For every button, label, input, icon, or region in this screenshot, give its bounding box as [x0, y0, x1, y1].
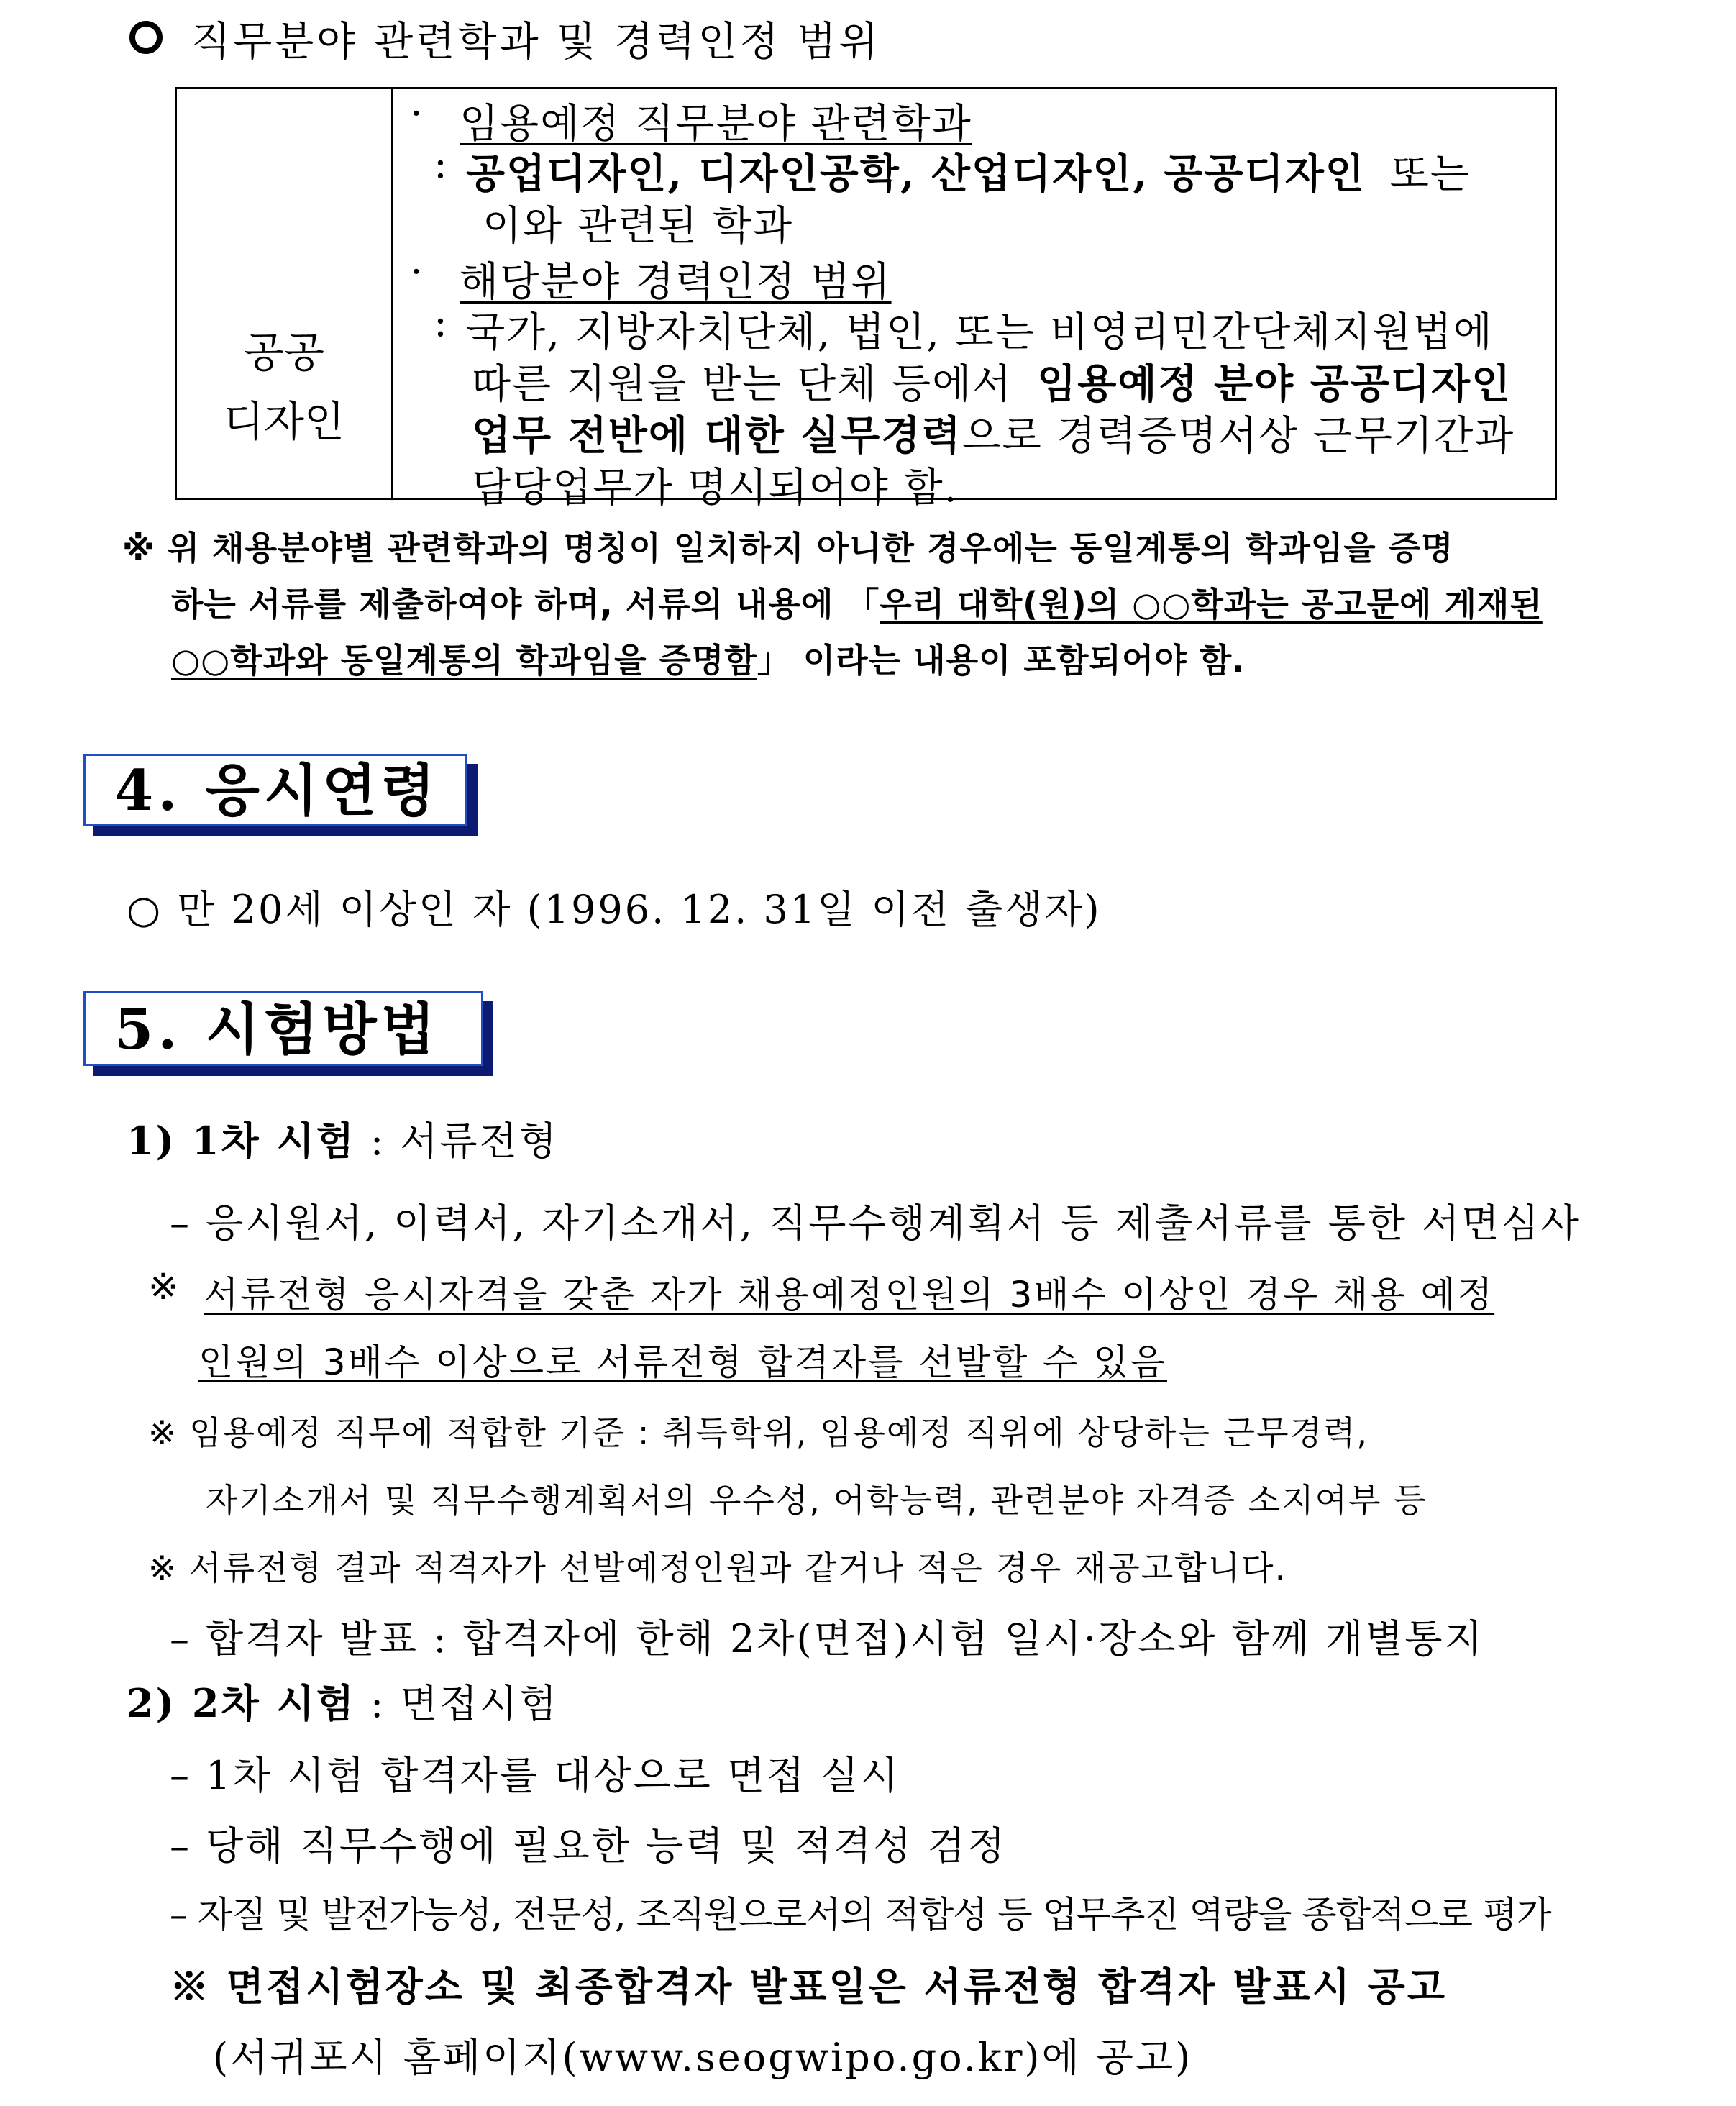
second-exam-value: : 면접시험 — [355, 1681, 559, 1726]
dept-or: 또는 — [1389, 151, 1471, 198]
career-line2-b: 임용예정 분야 공공디자인 — [1037, 360, 1512, 408]
career-line1: 국가, 지방자치단체, 법인, 또는 비영리민간단체지원법에 — [466, 309, 1494, 356]
section4-title-box — [83, 754, 467, 826]
dept-line1 — [466, 142, 1471, 200]
second-exam-line — [127, 1673, 559, 1728]
career-line4: 담당업무가 명시되어야 함. — [472, 465, 959, 511]
note-line2-b: 우리 대학(원)의 ○○학과는 공고문에 게재된 — [880, 585, 1543, 624]
first-exam-label: 1) 1차 시험 — [127, 1118, 356, 1164]
field-name-line2: 디자인 — [223, 397, 345, 446]
note2-line1: ※ 임용예정 직무에 적합한 기준 : 취득학위, 임용예정 직위에 상당하는 근무경력, — [148, 1413, 1369, 1452]
middot-bullet-icon: · — [410, 91, 423, 137]
field-name-line1: 공공 — [243, 328, 325, 377]
scope-heading — [129, 10, 881, 68]
career-heading: 해당분야 경력인정 범위 — [460, 259, 892, 306]
colon-bullet-icon: : — [434, 299, 447, 346]
second-exam-dash2: – 당해 직무수행에 필요한 능력 및 적격성 검정 — [170, 1823, 1008, 1869]
scope-heading-text: 직무분야 관련학과 및 경력인정 범위 — [191, 19, 881, 65]
note-line3 — [171, 634, 1246, 682]
dept-list: 공업디자인, 디자인공학, 산업디자인, 공공디자인 — [466, 150, 1366, 198]
note1-line2: 인원의 3배수 이상으로 서류전형 합격자를 선발할 수 있음 — [198, 1341, 1167, 1383]
note3: ※ 서류전형 결과 적격자가 선발예정인원과 같거나 적은 경우 재공고합니다. — [148, 1549, 1287, 1587]
field-name-cell — [177, 318, 391, 456]
section5-title: 5. 시험방법 — [114, 997, 439, 1062]
first-exam-dash2: – 합격자 발표 : 합격자에 한해 2차(면접)시험 일시·장소와 함께 개별통지 — [170, 1616, 1484, 1661]
final-note-paren: (서귀포시 홈페이지(www.seogwipo.go.kr)에 공고) — [213, 2035, 1193, 2080]
note-line2-a: 하는 서류를 제출하여야 하며, 서류의 내용에 「 — [171, 585, 880, 624]
note-line3-a: ○○학과와 동일계통의 학과임을 증명함 — [171, 641, 757, 680]
section4-title: 4. 응시연령 — [114, 758, 439, 824]
middot-bullet-icon: · — [410, 249, 423, 296]
career-line3-a: 업무 전반에 대한 실무경력 — [472, 412, 962, 460]
career-line3 — [472, 404, 1515, 462]
scope-table — [175, 87, 1557, 511]
section4-age-item: ○ 만 20세 이상인 자 (1996. 12. 31일 이전 출생자) — [127, 887, 1102, 932]
note2-line2: 자기소개서 및 직무수행계획서의 우수성, 어학능력, 관련분야 자격증 소지여부 등 — [206, 1481, 1427, 1520]
career-line2-a: 따른 지원을 받는 단체 등에서 — [472, 361, 1013, 408]
first-exam-value: : 서류전형 — [355, 1118, 559, 1164]
career-line3-b: 으로 경력증명서상 근무기간과 — [961, 413, 1515, 460]
first-exam-line — [127, 1111, 559, 1166]
second-exam-dash1: – 1차 시험 합격자를 대상으로 면접 실시 — [170, 1753, 900, 1798]
second-exam-dash3: – 자질 및 발전가능성, 전문성, 조직원으로서의 적합성 등 업무추진 역량을 종합적으로 평가 — [170, 1894, 1551, 1936]
dept-line2: 이와 관련된 학과 — [483, 203, 794, 250]
circle-bullet-icon — [129, 21, 163, 54]
career-line2 — [472, 352, 1512, 410]
note-line3-b: 」 이라는 내용이 포함되어야 함. — [757, 641, 1246, 680]
first-exam-dash1: – 응시원서, 이력서, 자기소개서, 직무수행계획서 등 제출서류를 통한 서면심사 — [170, 1200, 1581, 1246]
section5-title-box — [83, 991, 483, 1066]
note-line1: ※ 위 채용분야별 관련학과의 명칭이 일치하지 아니한 경우에는 동일계통의 학과임을 증명 — [122, 529, 1454, 567]
dept-heading: 임용예정 직무분야 관련학과 — [460, 101, 972, 147]
note1-line1: 서류전형 응시자격을 갖춘 자가 채용예정인원의 3배수 이상인 경우 채용 예정 — [204, 1274, 1495, 1316]
final-note: ※ 면접시험장소 및 최종합격자 발표일은 서류전형 합격자 발표시 공고 — [170, 1964, 1447, 2010]
second-exam-label: 2) 2차 시험 — [127, 1680, 356, 1726]
note-line2 — [171, 578, 1543, 626]
note1-mark: ※ — [148, 1266, 181, 1308]
table-divider — [391, 89, 393, 498]
colon-bullet-icon: : — [434, 141, 447, 188]
